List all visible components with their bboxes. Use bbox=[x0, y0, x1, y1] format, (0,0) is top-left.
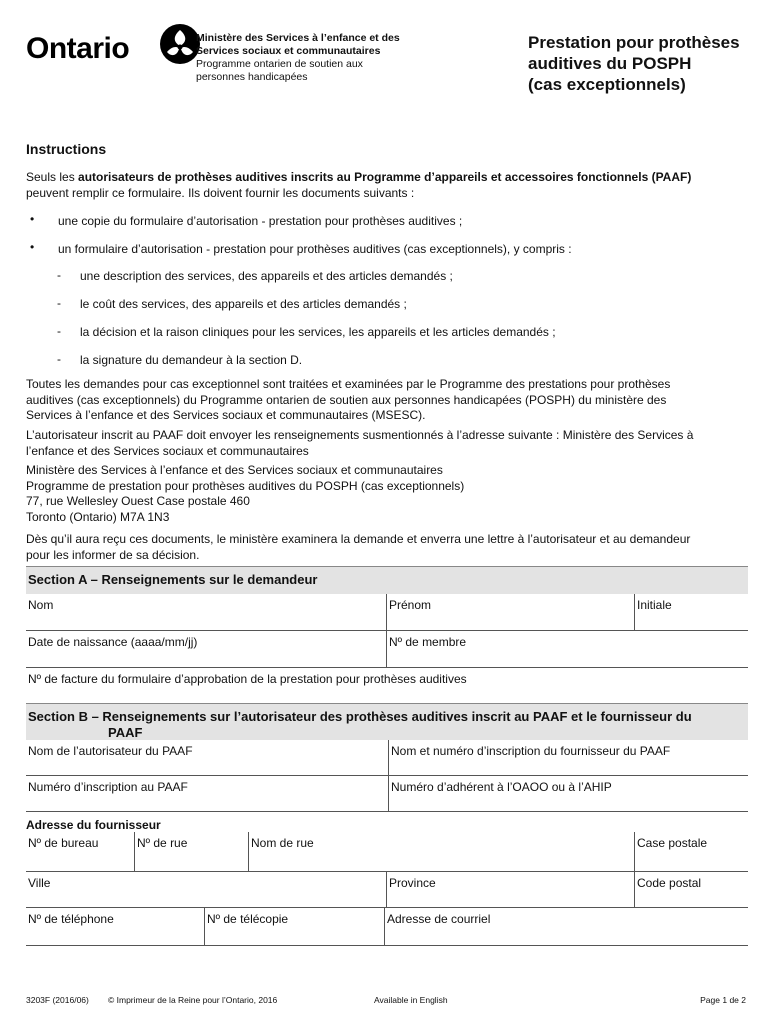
bullet-item: une copie du formulaire d’autorisation - prestation pour prothèses auditives ; bbox=[58, 214, 463, 228]
initiale-field[interactable]: Initiale bbox=[634, 594, 748, 631]
no-bureau-field[interactable]: Nº de bureau bbox=[26, 832, 134, 872]
ville-field[interactable]: Ville bbox=[26, 872, 386, 908]
no-facture-field[interactable]: Nº de facture du formulaire d’approbation de la prestation pour prothèses auditives bbox=[28, 672, 467, 686]
nom-fournisseur-field[interactable]: Nom et numéro d’inscription du fournisseur du PAAF bbox=[388, 740, 748, 776]
no-rue-field[interactable]: Nº de rue bbox=[134, 832, 248, 872]
dash-icon: - bbox=[57, 268, 61, 282]
prenom-field[interactable]: Prénom bbox=[386, 594, 634, 631]
province-field[interactable]: Province bbox=[386, 872, 634, 908]
page-header bbox=[26, 22, 756, 102]
instructions-paragraph-1: Toutes les demandes pour cas exceptionnel sont traitées et examinées par le Programme des prestations pour prothèses auditives (cas exceptionnels) du Programme ontarien de soutien aux personnes handicapées (POSPH) du ministère des Services à l’enfance et des Services sociaux et communautaires (MSESC). bbox=[26, 377, 671, 422]
nom-autorisateur-field[interactable]: Nom de l’autorisateur du PAAF bbox=[26, 740, 388, 776]
code-postal-field[interactable]: Code postal bbox=[634, 872, 748, 908]
adresse-fournisseur-heading: Adresse du fournisseur bbox=[26, 818, 161, 832]
bullet-icon: • bbox=[30, 240, 35, 254]
available-in-english-link[interactable]: Available in English bbox=[374, 995, 448, 1005]
nom-rue-field[interactable]: Nom de rue bbox=[248, 832, 634, 872]
copyright: © Imprimeur de la Reine pour l’Ontario, 2016 bbox=[108, 995, 278, 1005]
instructions-heading: Instructions bbox=[26, 141, 107, 157]
dash-item: une description des services, des appareils et des articles demandés ; bbox=[80, 269, 453, 283]
dash-icon: - bbox=[57, 352, 61, 366]
no-adherent-field[interactable]: Numéro d’adhérent à l’OAOO ou à l’AHIP bbox=[388, 776, 748, 812]
form-number: 3203F (2016/06) bbox=[26, 995, 89, 1005]
no-membre-field[interactable]: Nº de membre bbox=[386, 631, 748, 668]
mailing-address: Ministère des Services à l’enfance et des Services sociaux et communautaires Programme de prestation pour prothèses auditives du POSPH (cas exceptionnels) 77, rue Wellesley Ouest Case postale 460 Toronto (Ontario) M7A 1N3 bbox=[26, 463, 465, 524]
dash-icon: - bbox=[57, 296, 61, 310]
bullet-item: un formulaire d’autorisation - prestation pour prothèses auditives (cas exceptionnels), y compris : bbox=[58, 242, 572, 256]
section-b-header: Section B – Renseignements sur l’autorisateur des prothèses auditives inscrit au PAAF et le fournisseur du PAAF bbox=[26, 703, 748, 740]
no-inscription-field[interactable]: Numéro d’inscription au PAAF bbox=[26, 776, 388, 812]
instructions-intro: Seuls les autorisateurs de prothèses auditives inscrits au Programme d’appareils et accessoires fonctionnels (PAAF) peuvent remplir ce formulaire. Ils doivent fournir les documents suivants : bbox=[26, 170, 692, 200]
bullet-icon: • bbox=[30, 212, 35, 226]
telephone-field[interactable]: Nº de téléphone bbox=[26, 908, 204, 946]
instructions-paragraph-3: Dès qu’il aura reçu ces documents, le ministère examinera la demande et enverra une lettre à l’autorisateur et au demandeur pour les informer de sa décision. bbox=[26, 532, 691, 562]
dash-icon: - bbox=[57, 324, 61, 338]
nom-field[interactable]: Nom bbox=[26, 594, 386, 631]
form-title: Prestation pour prothèses auditives du POSPH (cas exceptionnels) bbox=[528, 33, 740, 94]
dash-item: la signature du demandeur à la section D. bbox=[80, 353, 303, 367]
ministry-name: Ministère des Services à l’enfance et des Services sociaux et communautaires Programme ontarien de soutien aux personnes handicapées bbox=[196, 32, 400, 83]
section-a-header: Section A – Renseignements sur le demandeur bbox=[26, 566, 748, 594]
date-naissance-field[interactable]: Date de naissance (aaaa/mm/jj) bbox=[26, 631, 386, 668]
page-number: Page 1 de 2 bbox=[700, 995, 746, 1005]
instructions-paragraph-2: L’autorisateur inscrit au PAAF doit envoyer les renseignements susmentionnés à l’adresse suivante : Ministère des Services à l’enfance et des Services sociaux et communautaires bbox=[26, 428, 694, 458]
courriel-field[interactable]: Adresse de courriel bbox=[384, 908, 748, 946]
case-postale-field[interactable]: Case postale bbox=[634, 832, 748, 872]
telecopie-field[interactable]: Nº de télécopie bbox=[204, 908, 384, 946]
dash-item: le coût des services, des appareils et des articles demandés ; bbox=[80, 297, 407, 311]
ontario-logo-text: Ontario bbox=[26, 32, 130, 65]
dash-item: la décision et la raison cliniques pour les services, les appareils et les articles demandés ; bbox=[80, 325, 556, 339]
